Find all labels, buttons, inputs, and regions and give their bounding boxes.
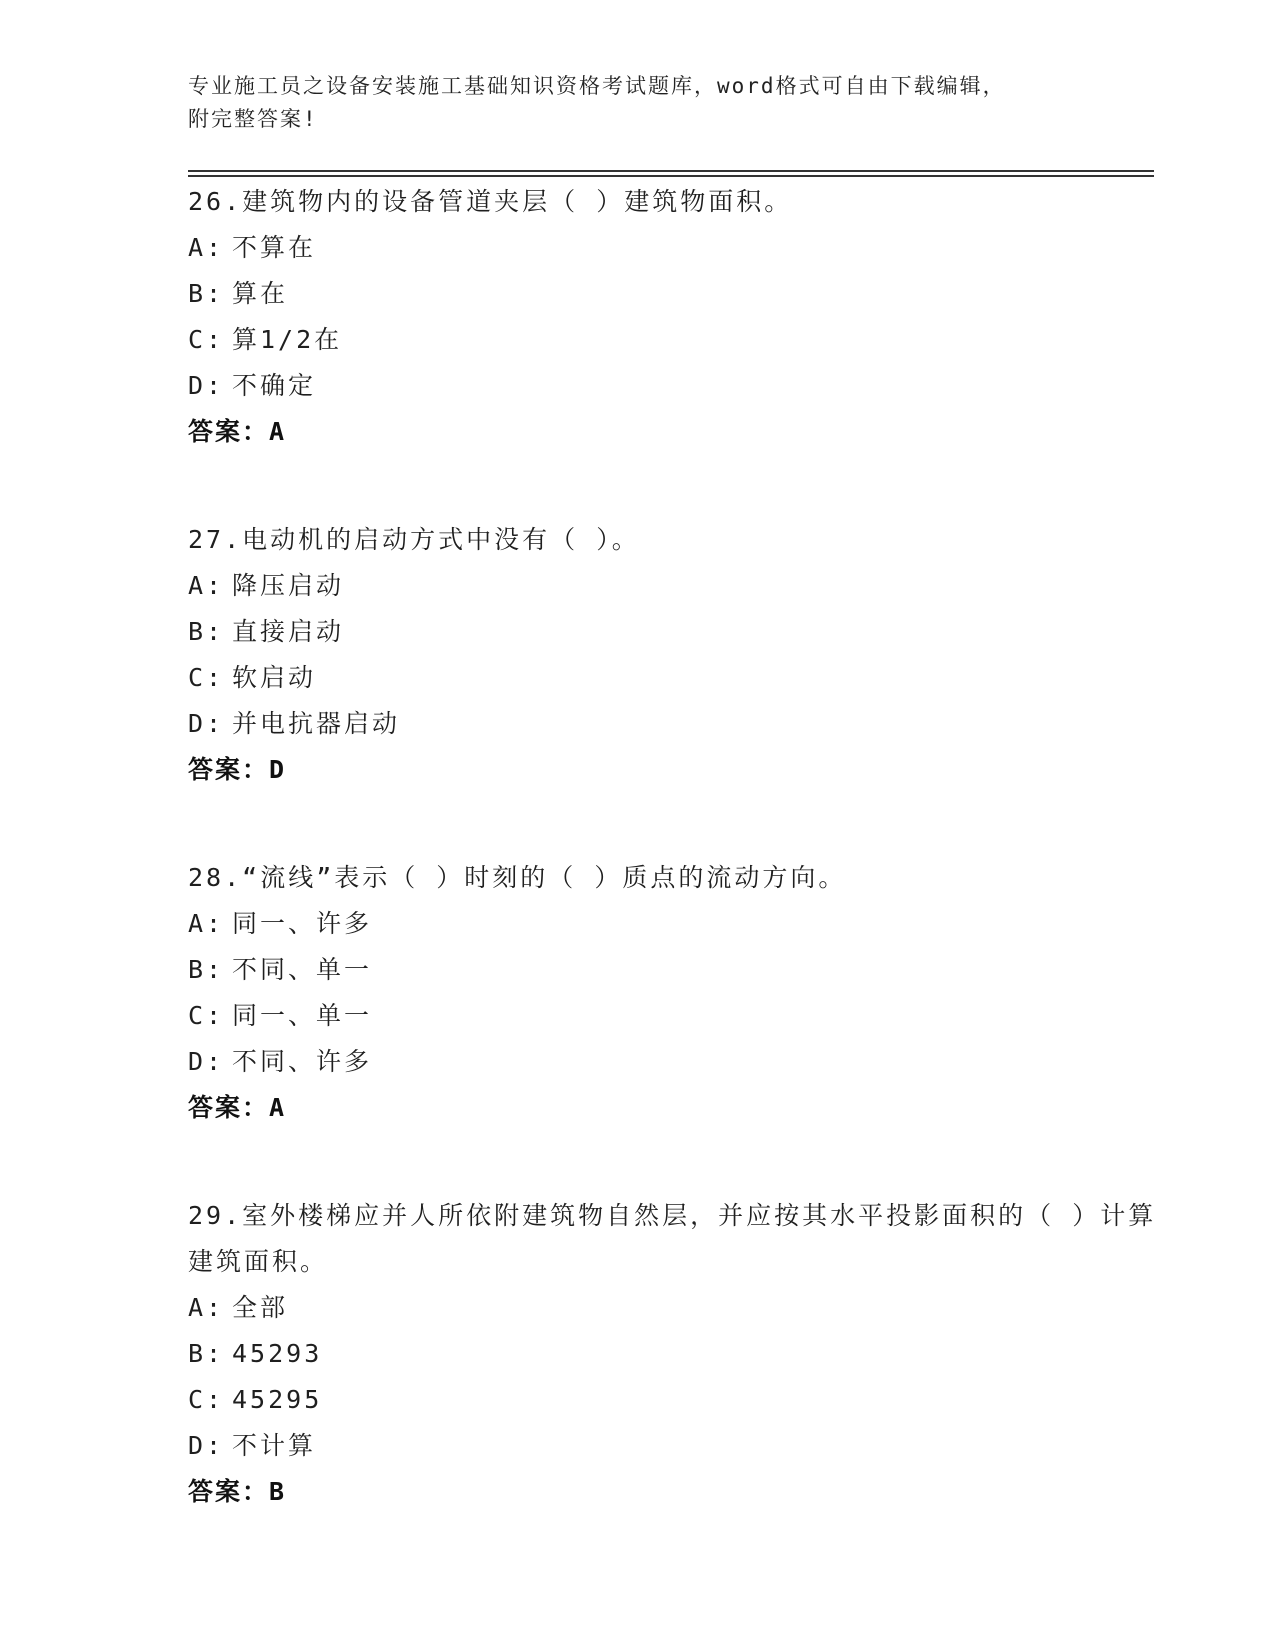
question-28	[188, 855, 1158, 1131]
question-stem: 27.电动机的启动方式中没有（ ）。	[188, 525, 640, 554]
answer-label: 答案：	[188, 417, 270, 446]
option-key: C:	[188, 663, 225, 692]
option-key: B:	[188, 279, 225, 308]
answer-line	[188, 409, 1158, 455]
option-text: 全部	[232, 1293, 289, 1322]
option-key: A:	[188, 1293, 225, 1322]
option-text: 不同、许多	[232, 1047, 373, 1076]
question-list	[188, 179, 1158, 1515]
answer-value: A	[269, 1093, 287, 1122]
option-key: C:	[188, 1385, 225, 1414]
option-key: D:	[188, 371, 225, 400]
option-d	[188, 1423, 1158, 1469]
divider-line-bottom	[188, 175, 1154, 177]
question-29	[188, 1193, 1158, 1515]
option-a	[188, 563, 1158, 609]
option-text: 不计算	[232, 1431, 317, 1460]
option-key: B:	[188, 617, 225, 646]
divider-line-top	[188, 170, 1154, 172]
option-a	[188, 901, 1158, 947]
header-line-1: 专业施工员之设备安装施工基础知识资格考试题库，word格式可自由下载编辑，	[188, 74, 1006, 98]
option-a	[188, 225, 1158, 271]
answer-line	[188, 1085, 1158, 1131]
option-c	[188, 655, 1158, 701]
question-27	[188, 517, 1158, 793]
question-stem: 26.建筑物内的设备管道夹层（ ）建筑物面积。	[188, 187, 793, 216]
answer-line	[188, 1469, 1158, 1515]
option-text: 不同、单一	[232, 955, 373, 984]
option-text: 直接启动	[232, 617, 345, 646]
option-c	[188, 317, 1158, 363]
option-text: 算1/2在	[232, 325, 343, 354]
option-b	[188, 947, 1158, 993]
document-header	[188, 70, 1158, 136]
option-text: 45293	[232, 1339, 323, 1368]
option-b	[188, 271, 1158, 317]
option-d	[188, 1039, 1158, 1085]
question-26	[188, 179, 1158, 455]
option-c	[188, 1377, 1158, 1423]
option-key: D:	[188, 1047, 225, 1076]
option-d	[188, 363, 1158, 409]
option-text: 同一、单一	[232, 1001, 373, 1030]
option-a	[188, 1285, 1158, 1331]
option-b	[188, 609, 1158, 655]
option-key: B:	[188, 1339, 225, 1368]
option-text: 45295	[232, 1385, 323, 1414]
answer-value: A	[269, 417, 287, 446]
option-text: 降压启动	[232, 571, 345, 600]
option-key: D:	[188, 1431, 225, 1460]
option-text: 不确定	[232, 371, 317, 400]
option-text: 算在	[232, 279, 289, 308]
option-d	[188, 701, 1158, 747]
answer-line	[188, 747, 1158, 793]
header-divider	[188, 170, 1154, 177]
answer-label: 答案：	[188, 1477, 270, 1506]
answer-value: B	[269, 1477, 287, 1506]
option-key: A:	[188, 909, 225, 938]
option-key: B:	[188, 955, 225, 984]
option-key: D:	[188, 709, 225, 738]
option-b	[188, 1331, 1158, 1377]
question-stem: 29.室外楼梯应并人所依附建筑物自然层，并应按其水平投影面积的（ ）计算建筑面积。	[188, 1201, 1157, 1276]
document-page	[188, 70, 1158, 1577]
option-text: 同一、许多	[232, 909, 373, 938]
answer-label: 答案：	[188, 755, 270, 784]
option-text: 并电抗器启动	[232, 709, 401, 738]
question-stem: 28.“流线”表示（ ）时刻的（ ）质点的流动方向。	[188, 863, 847, 892]
option-key: C:	[188, 1001, 225, 1030]
option-text: 不算在	[232, 233, 317, 262]
answer-label: 答案：	[188, 1093, 270, 1122]
option-key: C:	[188, 325, 225, 354]
option-text: 软启动	[232, 663, 317, 692]
option-key: A:	[188, 233, 225, 262]
answer-value: D	[269, 755, 287, 784]
option-key: A:	[188, 571, 225, 600]
header-line-2: 附完整答案!	[188, 107, 318, 131]
option-c	[188, 993, 1158, 1039]
